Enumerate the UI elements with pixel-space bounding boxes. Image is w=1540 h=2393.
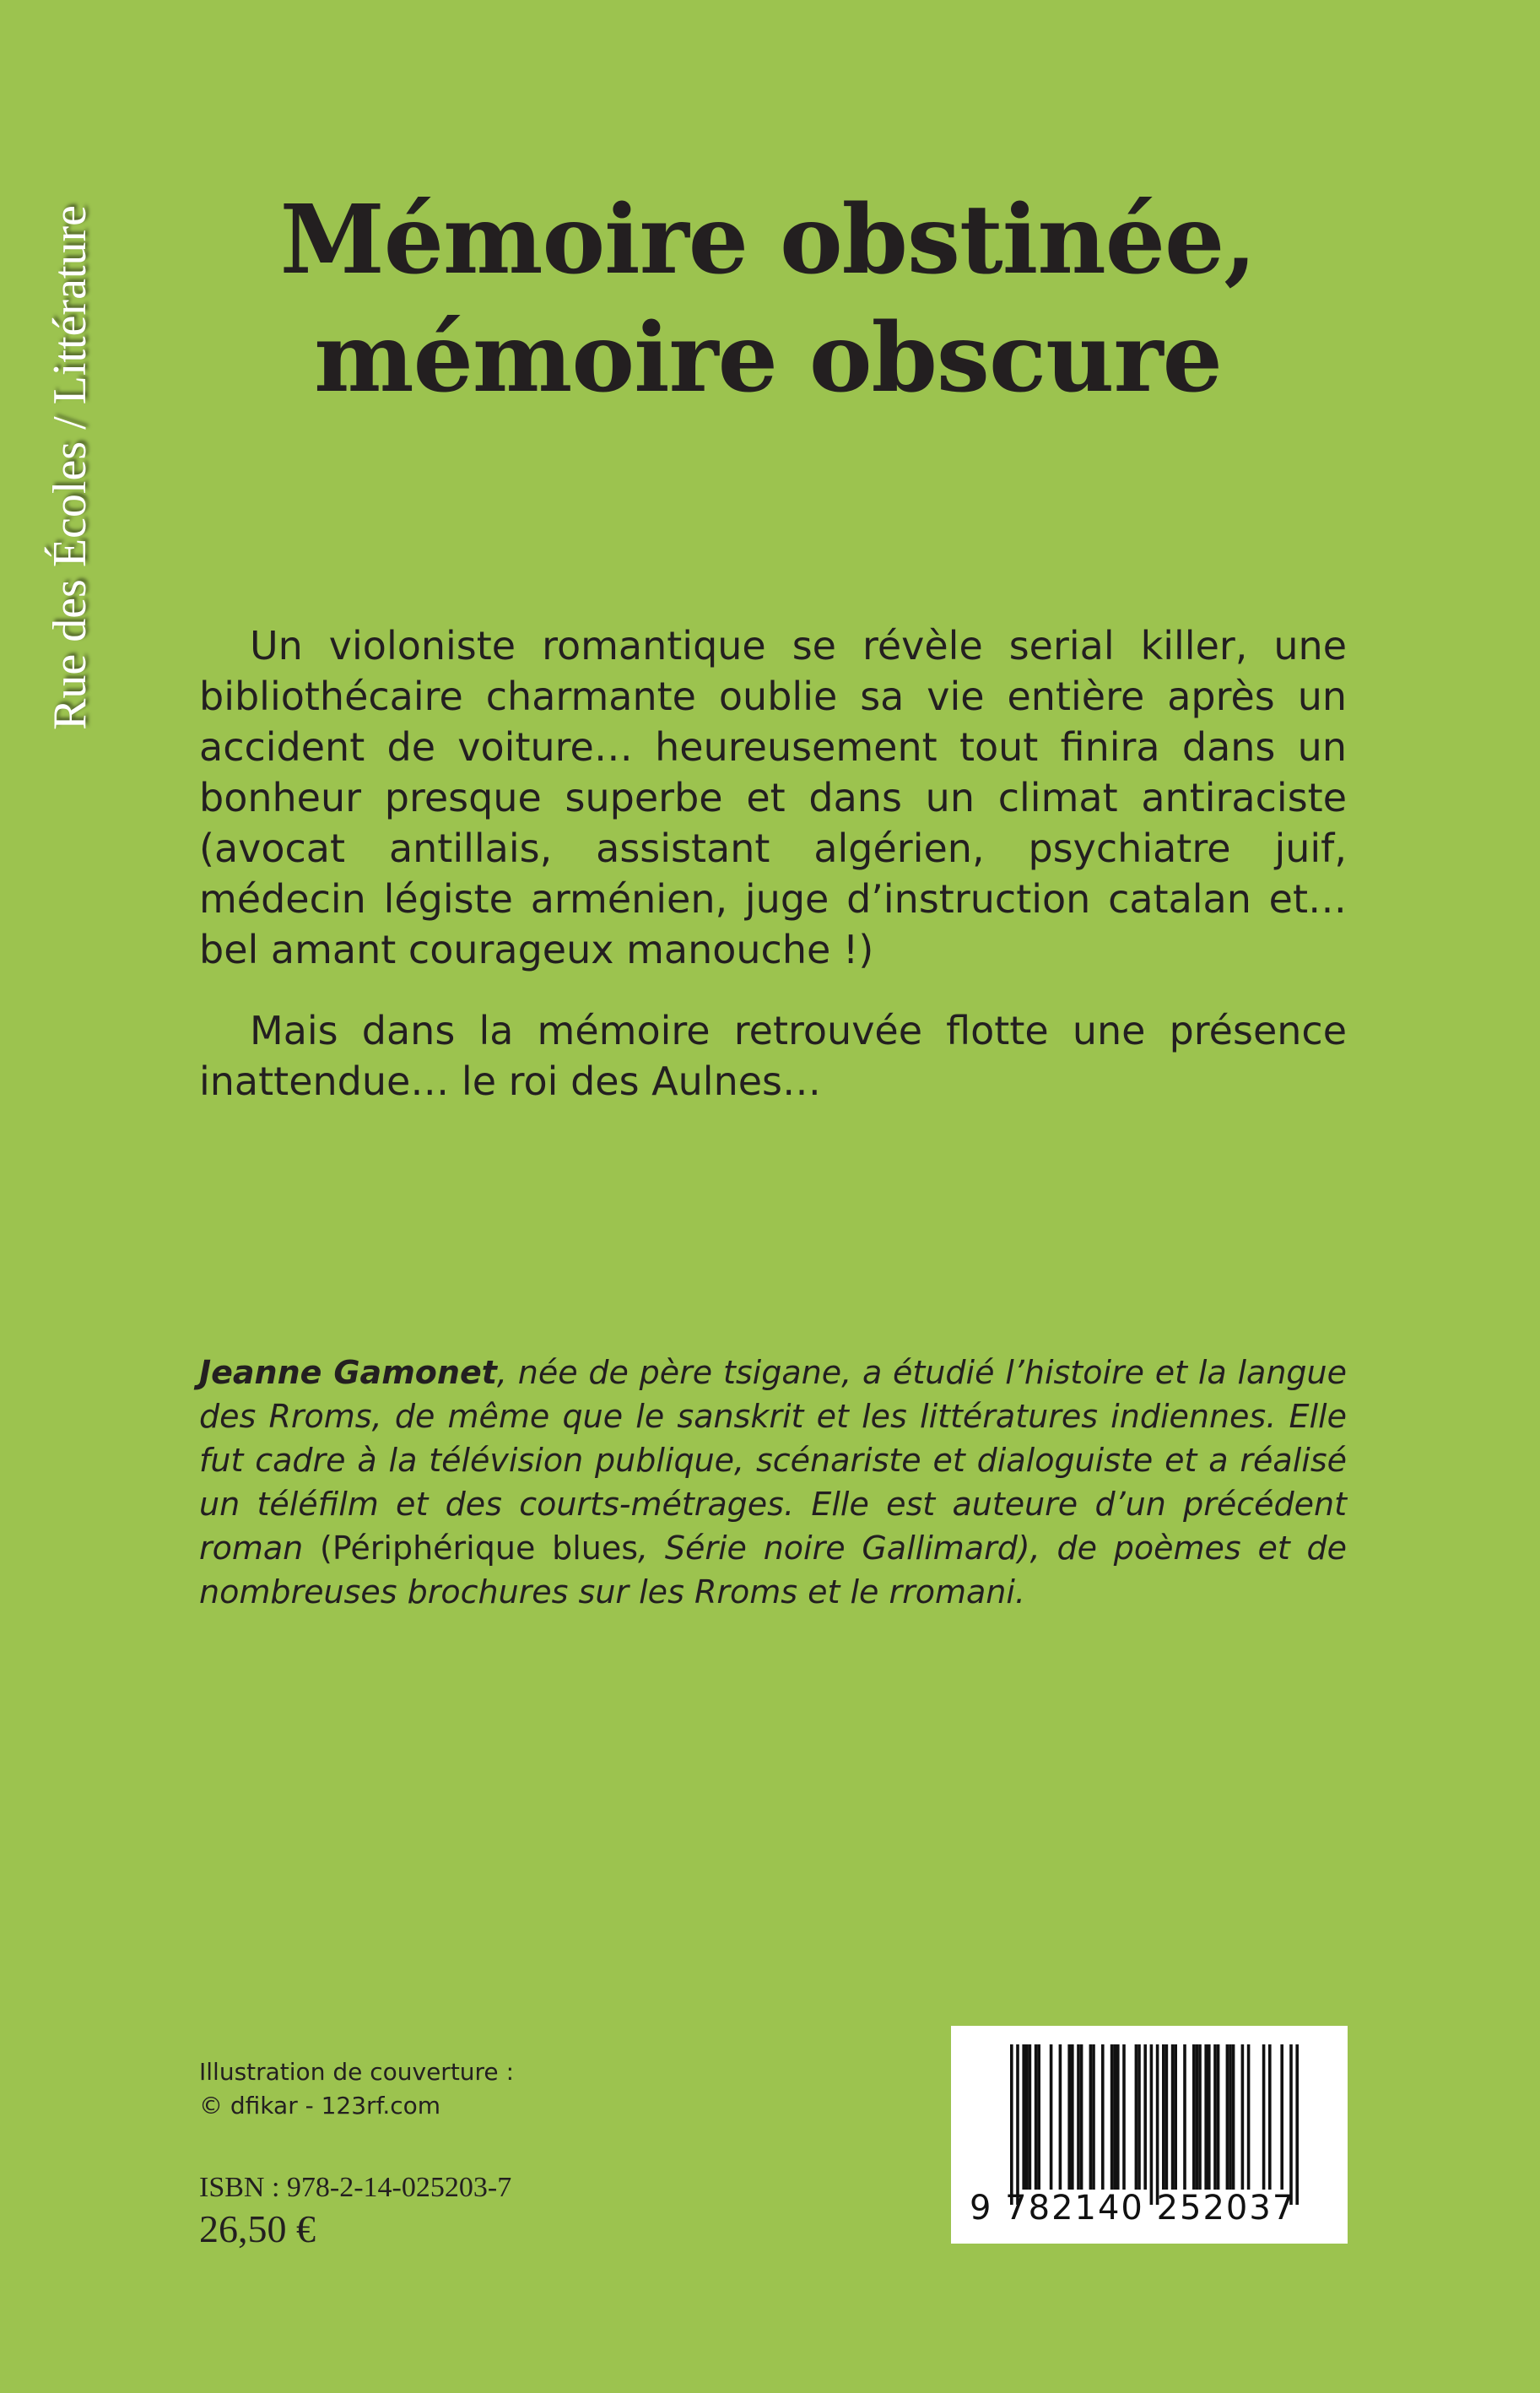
barcode-bar	[1192, 2044, 1196, 2190]
barcode-bar	[1229, 2044, 1232, 2190]
barcode-bar	[1050, 2044, 1053, 2190]
barcode-bar	[1226, 2044, 1229, 2190]
series-label: Rue des Écoles / Littérature	[44, 205, 96, 730]
barcode-bar	[1010, 2044, 1013, 2205]
credits-line-2: © dfikar - 123rf.com	[199, 2092, 441, 2120]
barcode-bar	[1295, 2044, 1299, 2205]
author-name: Jeanne Gamonet	[199, 1354, 497, 1391]
author-bio	[199, 1351, 1347, 1614]
barcode-bar	[1035, 2044, 1038, 2190]
barcode-bar	[1262, 2044, 1266, 2190]
barcode-bar	[1198, 2044, 1202, 2190]
barcode-bar	[1135, 2044, 1138, 2190]
barcode-bar	[1089, 2044, 1093, 2190]
isbn: ISBN : 978-2-14-025203-7	[199, 2172, 512, 2203]
barcode-bar	[1080, 2044, 1083, 2190]
barcode-bar	[1113, 2044, 1116, 2190]
barcode-bar	[1204, 2044, 1208, 2190]
barcode-bar	[1116, 2044, 1120, 2190]
barcode-bar	[1101, 2044, 1105, 2190]
barcode-bar	[1217, 2044, 1220, 2190]
barcode-bar	[1268, 2044, 1272, 2190]
barcode-digits: 9 782140 252037	[970, 2189, 1296, 2228]
blurb	[199, 620, 1347, 1137]
price: 26,50 €	[199, 2207, 316, 2250]
barcode	[951, 2026, 1348, 2244]
barcode-bar	[1162, 2044, 1165, 2190]
blurb-paragraph-2: Mais dans la mémoire retrouvée flotte une présence inattendue… le roi des Aulnes…	[199, 1008, 1347, 1104]
barcode-bar	[1174, 2044, 1177, 2190]
barcode-bar	[1213, 2044, 1217, 2190]
barcode-bar	[1022, 2044, 1025, 2190]
barcode-bar	[1025, 2044, 1029, 2190]
barcode-bar	[1016, 2044, 1019, 2205]
barcode-bar	[1208, 2044, 1211, 2190]
barcode-bar	[1165, 2044, 1169, 2190]
barcode-bar	[1156, 2044, 1159, 2205]
bio-text-2: , Série noire Gallimard), de poèmes et de nombreuses brochures sur les Rroms et le rromani.	[199, 1529, 1347, 1611]
book-title	[135, 181, 1401, 418]
title-line-1: Mémoire obstinée,	[279, 185, 1256, 295]
title-line-2: mémoire obscure	[314, 303, 1222, 414]
barcode-bar	[1092, 2044, 1095, 2190]
barcode-bar	[1232, 2044, 1235, 2190]
barcode-bar	[1183, 2044, 1186, 2190]
barcode-bar	[1122, 2044, 1126, 2190]
barcode-bar	[1247, 2044, 1251, 2190]
illustration-credits	[199, 2055, 514, 2123]
barcode-bar	[1137, 2044, 1141, 2190]
bio-text-1: , née de père tsigane, a étudié l’histoire et la langue des Rroms, de même que le sanskrit et les littératures indiennes. Elle fut cadre à la télévision publique, scénariste et dialoguiste et a réalisé un téléfilm et des courts-métrages. Elle est auteure d’un précédent roman	[199, 1354, 1348, 1567]
barcode-bar	[1077, 2044, 1080, 2190]
barcode-bar	[1037, 2044, 1040, 2190]
blurb-paragraph-1: Un violoniste romantique se révèle serial killer, une bibliothécaire charmante oublie sa vie entière après un accident de voiture… heureusement tout finira dans un bonheur presque superbe et dans un climat antiraciste (avocat antillais, assistant algérien, psychiatre juif, médecin légiste arménien, juge d’instruction catalan et… bel amant courageux manouche !)	[199, 623, 1347, 972]
barcode-bar	[1241, 2044, 1245, 2190]
credits-line-1: Illustration de couverture :	[199, 2058, 514, 2086]
barcode-bar	[1280, 2044, 1283, 2190]
barcode-bar	[1071, 2044, 1074, 2190]
barcode-bar	[1196, 2044, 1199, 2190]
barcode-bar	[1171, 2044, 1175, 2190]
barcode-bar	[1110, 2044, 1114, 2190]
barcode-bar	[1289, 2044, 1293, 2205]
barcode-bar	[1150, 2044, 1154, 2205]
barcode-bar	[1059, 2044, 1062, 2190]
barcode-bar	[1067, 2044, 1071, 2190]
barcode-bar	[1143, 2044, 1147, 2190]
barcode-bar	[1029, 2044, 1032, 2190]
bio-paren: (Périphérique blues	[320, 1529, 639, 1567]
